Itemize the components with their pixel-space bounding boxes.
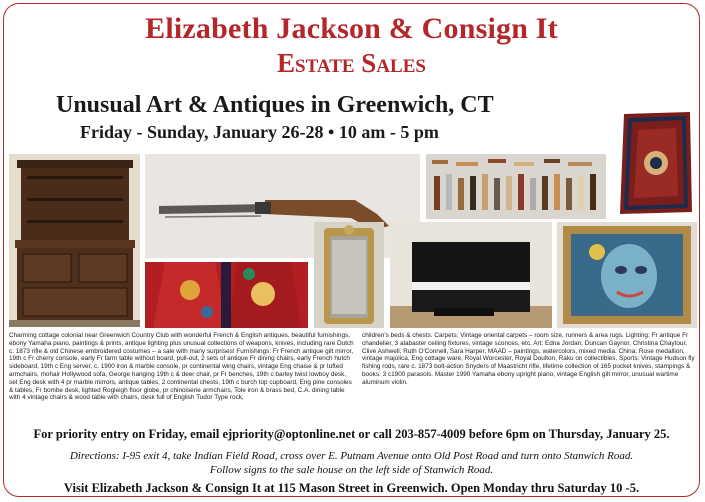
gilt-mirror-photo: [314, 222, 384, 328]
directions-line-2: Follow signs to the sale house on the left side of Stanwich Road.: [209, 464, 494, 476]
sale-dates: Friday - Sunday, January 26-28 • 10 am - 5 pm: [80, 122, 439, 142]
ad-frame: [3, 3, 700, 497]
priority-entry: [4, 427, 699, 442]
directions-text: I-95 exit 4, take Indian Field Road, cross over E. Putnam Avenue onto Old Post Road and turn onto Stanwich Road.: [122, 450, 634, 462]
visit-info: [4, 481, 699, 496]
description-right: children's beds & chests. Carpets: Vintage oriental carpets – room size, runners & area rugs. Lighting: Fr antique Fr chandelier, 3 alabaster ceiling fixtures, vintage sconces, etc. Art: Edna Jordan, Duncan Gaynor, Christina Chaytour, Clive Ashwell, Ruth O'Connell, Sara Harper, MAAD – paintings, watercolors, mixed media. China: Rose medallion, vintage majolica, Eng cottage ware, Royal Worcester, Royal Doulton, Raku on collectibles. Sports: Vintage Hudson fly fishing rods, rare c. 1873 bolt-action Snyders of Maastricht rifle, lifetime collection of 165 pocket knives, stampings & books. 3 c1900 parasols. Master 1990 Yamaha ebony upright piano, vintage English gilt mirror, unusual wartime aluminum violin.: [362, 332, 695, 386]
directions: [4, 449, 699, 463]
directions-label: Directions:: [69, 450, 120, 462]
embroidered-costume-photo: [145, 262, 308, 328]
visit-text: Visit Elizabeth Jackson & Consign It at 115 Mason Street in Greenwich. Open Monday thru Saturday 10 -5.: [63, 481, 640, 495]
portrait-painting-photo: [557, 222, 697, 328]
priority-text: For priority entry on Friday, email ejpriority@optonline.net or call 203-857-4009 before 6pm on Thursday, January 25.: [33, 427, 670, 441]
event-title: Estate Sales: [277, 48, 426, 78]
piano-photo: [390, 222, 552, 328]
oriental-rug-photo: [612, 108, 697, 218]
company-title: Elizabeth Jackson & Consign It: [145, 12, 558, 45]
description-left: Charming cottage colonial near Greenwich Country Club with wonderful French & English antiques, beautiful furnishings, ebony Yamaha piano, paintings & prints, antique lighting plus unusual collections of weapons, knives, including rare Dutch c. 1873 rifle & old Chinese embroidered costumes – a sale with many surprises! Furnishings: Fr French antique gilt mirror, 19th c Fr cherry console, early Fr farm table without board, pull-out, 2 sets of antique Fr dining chairs, early French hutch sideboard, 19th c Eng server, c. 1900 iron & marble console, pr continental wing chairs, vintage Eng chaise & pr tufted armchairs, mohair Hollywood sofa, George hanging 19th c & deer chair, pr Fr benches, 19th c barley twist lowboy desk, set Eng desk with 4 pr marble mirrors, antique tables, 2 continental chests, 19th c burch top cupboard, Eng pine consoles & tables, Fr bombe desk, lighted Rogleigh floor globe, pr chinoiserie armchairs, Tole iron & brass bed, C.A. dining table with 4 vintage chairs & wood table with chairs, desk full of English Tudor Type rock,: [9, 332, 354, 402]
knife-collection-photo: [426, 154, 606, 219]
subtitle: Unusual Art & Antiques in Greenwich, CT: [56, 92, 494, 118]
dresser-hutch-photo: [9, 154, 140, 327]
